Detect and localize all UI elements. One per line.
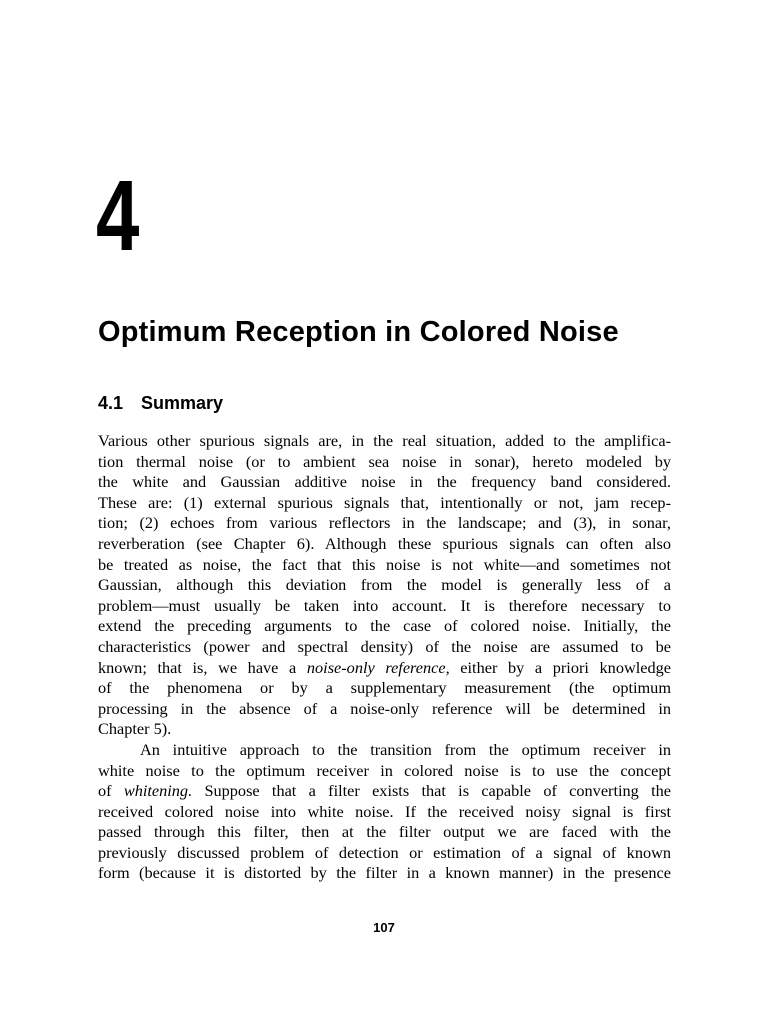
text-line: characteristics (power and spectral density) of the noise are assumed to be bbox=[98, 636, 671, 656]
text-line: previously discussed problem of detection or estimation of a signal of known bbox=[98, 842, 671, 862]
text-line: received colored noise into white noise. If the received noisy signal is first bbox=[98, 801, 671, 821]
section-title: Summary bbox=[141, 393, 224, 413]
text-run: of bbox=[98, 781, 124, 801]
text-run: Suppose that a filter exists that is capable of converting the bbox=[192, 781, 671, 801]
text-line bbox=[98, 781, 671, 802]
text-line: tion; (2) echoes from various reflectors in the landscape; and (3), in sonar, bbox=[98, 513, 671, 533]
text-line: passed through this filter, then at the filter output we are faced with the bbox=[98, 822, 671, 842]
body-text bbox=[98, 431, 671, 884]
text-line: These are: (1) external spurious signals that, intentionally or not, jam recep- bbox=[98, 492, 671, 512]
section-heading bbox=[98, 391, 223, 415]
chapter-number: 4 bbox=[96, 160, 138, 272]
italic-term: whitening. bbox=[123, 781, 193, 801]
text-run: known; that is, we have a bbox=[98, 657, 307, 677]
text-line: extend the preceding arguments to the case of colored noise. Initially, the bbox=[98, 616, 671, 636]
text-line: be treated as noise, the fact that this noise is not white—and sometimes not bbox=[98, 554, 671, 574]
text-line: processing in the absence of a noise-only reference will be determined in bbox=[98, 698, 671, 718]
text-line: reverberation (see Chapter 6). Although these spurious signals can often also bbox=[98, 533, 671, 553]
text-run: either by a priori knowledge bbox=[449, 657, 671, 677]
section-number: 4.1 bbox=[98, 393, 124, 413]
chapter-title: Optimum Reception in Colored Noise bbox=[98, 316, 619, 348]
italic-term: noise-only reference, bbox=[306, 657, 450, 677]
page-number: 107 bbox=[373, 920, 395, 935]
text-line: Gaussian, although this deviation from the model is generally less of a bbox=[98, 575, 671, 595]
text-line: An intuitive approach to the transition from the optimum receiver in bbox=[140, 739, 671, 759]
text-line: problem—must usually be taken into account. It is therefore necessary to bbox=[98, 595, 671, 615]
text-line: of the phenomena or by a supplementary measurement (the optimum bbox=[98, 678, 671, 698]
text-line: the white and Gaussian additive noise in the frequency band considered. bbox=[98, 472, 671, 492]
text-line bbox=[98, 658, 671, 679]
text-line: white noise to the optimum receiver in colored noise is to use the concept bbox=[98, 760, 671, 780]
text-line: Various other spurious signals are, in the real situation, added to the amplifica- bbox=[98, 431, 671, 450]
text-line: form (because it is distorted by the filter in a known manner) in the presence bbox=[98, 863, 671, 883]
text-line: tion thermal noise (or to ambient sea noise in sonar), hereto modeled by bbox=[98, 451, 671, 471]
text-line: Chapter 5). bbox=[98, 719, 172, 739]
